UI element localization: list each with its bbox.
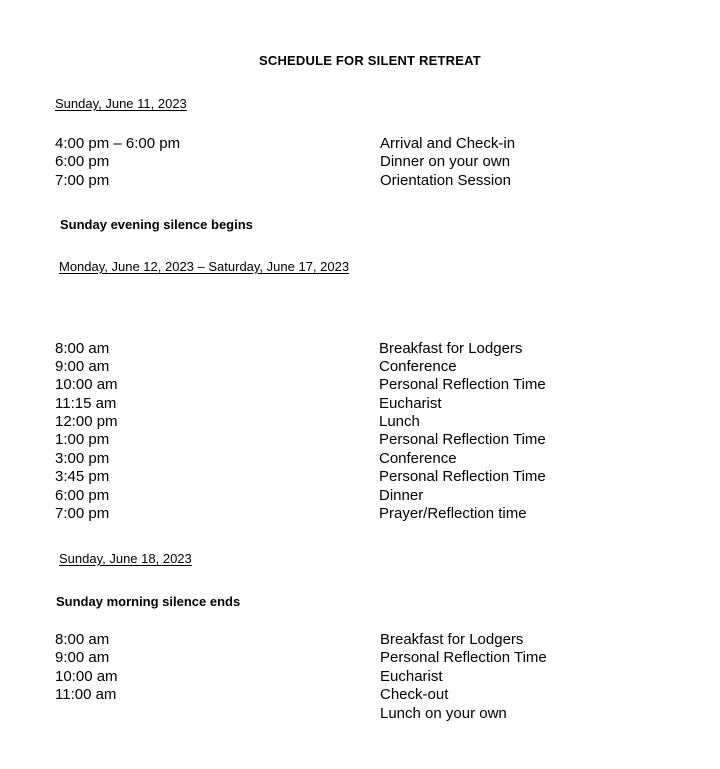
row-time: 6:00 pm (55, 487, 110, 504)
row-time: 10:00 am (55, 376, 118, 393)
page-title: SCHEDULE FOR SILENT RETREAT (259, 53, 481, 68)
row-event: Dinner on your own (380, 153, 511, 170)
schedule-row (0, 487, 720, 506)
row-time: 4:00 pm – 6:00 pm (55, 135, 181, 152)
schedule-row (0, 468, 720, 487)
row-event: Lunch on your own (380, 705, 507, 722)
row-event: Eucharist (379, 395, 442, 412)
schedule-row (0, 450, 720, 469)
schedule-row (0, 631, 720, 650)
schedule-row (0, 395, 720, 414)
row-event: Personal Reflection Time (379, 468, 546, 485)
section-date-sunday-june-18: Sunday, June 18, 2023 (59, 551, 192, 566)
schedule-row (0, 668, 720, 687)
row-time: 9:00 am (55, 649, 110, 666)
row-event: Check-out (380, 686, 449, 703)
silence-begins-note: Sunday evening silence begins (60, 217, 253, 232)
row-event: Prayer/Reflection time (379, 505, 527, 522)
row-time: 8:00 am (55, 631, 110, 648)
row-time: 3:45 pm (55, 468, 110, 485)
row-event: Conference (379, 358, 457, 375)
row-event: Breakfast for Lodgers (379, 340, 523, 357)
row-time: 7:00 pm (55, 172, 110, 189)
row-event: Breakfast for Lodgers (380, 631, 524, 648)
schedule-row (0, 340, 720, 359)
row-time: 8:00 am (55, 340, 110, 357)
row-time: 9:00 am (55, 358, 110, 375)
schedule-row (0, 505, 720, 524)
row-event: Dinner (379, 487, 424, 504)
row-event: Lunch (379, 413, 420, 430)
row-event: Eucharist (380, 668, 443, 685)
section-date-sunday-june-11: Sunday, June 11, 2023 (55, 96, 187, 111)
row-time: 7:00 pm (55, 505, 110, 522)
schedule-row (0, 649, 720, 668)
row-time: 1:00 pm (55, 431, 110, 448)
silence-ends-note: Sunday morning silence ends (56, 594, 241, 609)
row-time: 11:15 am (55, 395, 117, 412)
schedule-row (0, 172, 720, 191)
row-event: Personal Reflection Time (379, 376, 546, 393)
schedule-row (0, 705, 720, 724)
row-time: 11:00 am (55, 686, 117, 703)
schedule-row (0, 686, 720, 705)
row-event: Orientation Session (380, 172, 511, 189)
row-event: Conference (379, 450, 457, 467)
row-time: 10:00 am (55, 668, 118, 685)
schedule-row (0, 413, 720, 432)
schedule-row (0, 135, 720, 154)
schedule-row (0, 358, 720, 377)
row-event: Arrival and Check-in (380, 135, 516, 152)
row-time: 12:00 pm (55, 413, 118, 430)
row-event: Personal Reflection Time (379, 431, 546, 448)
schedule-row (0, 431, 720, 450)
row-event: Personal Reflection Time (380, 649, 547, 666)
row-time: 3:00 pm (55, 450, 110, 467)
section-date-monday-saturday: Monday, June 12, 2023 – Saturday, June 17, 2023 (59, 259, 350, 274)
schedule-row (0, 153, 720, 172)
schedule-row (0, 376, 720, 395)
row-time: 6:00 pm (55, 153, 110, 170)
